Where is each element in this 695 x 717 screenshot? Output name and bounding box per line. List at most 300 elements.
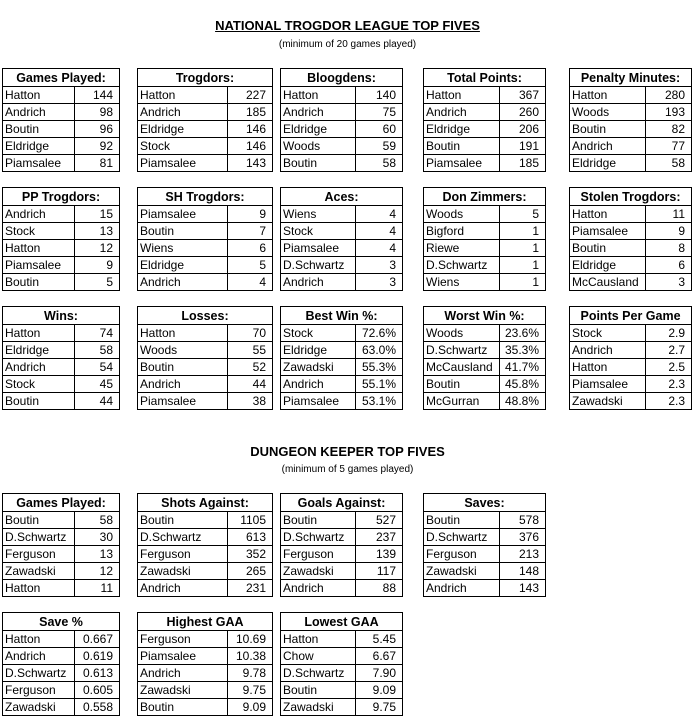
stat-value: 0.558: [75, 699, 120, 716]
dk-title: DUNGEON KEEPER TOP FIVES: [250, 444, 445, 459]
table-row: [3, 631, 120, 648]
table-row: [570, 155, 692, 172]
stat-value: 2.5: [646, 359, 692, 376]
table-row: [281, 325, 403, 342]
table-row: [138, 342, 273, 359]
player-name: Andrich: [424, 104, 500, 121]
player-name: Wiens: [424, 274, 500, 291]
table-row: [138, 682, 273, 699]
stat-value: 52: [228, 359, 273, 376]
table-row: [424, 325, 546, 342]
stat-value: 7: [228, 223, 273, 240]
table-row: [3, 223, 120, 240]
stat-value: 3: [646, 274, 692, 291]
stat-value: 6: [646, 257, 692, 274]
table-row: [424, 546, 546, 563]
player-name: Eldridge: [424, 121, 500, 138]
stat-table: [423, 306, 546, 410]
stat-value: 9.75: [356, 699, 403, 716]
stat-value: 9.75: [228, 682, 273, 699]
player-name: Ferguson: [424, 546, 500, 563]
stat-value: 140: [356, 87, 403, 104]
player-name: Zawadski: [138, 682, 228, 699]
player-name: Hatton: [281, 631, 356, 648]
table-row: [138, 376, 273, 393]
player-name: Zawadski: [138, 563, 228, 580]
player-name: Hatton: [3, 631, 75, 648]
stat-value: 1: [500, 223, 546, 240]
player-name: Piamsalee: [3, 155, 75, 172]
stat-value: 0.613: [75, 665, 120, 682]
stat-table: [423, 493, 546, 597]
stat-value: 45.8%: [500, 376, 546, 393]
stat-value: 10.38: [228, 648, 273, 665]
player-name: Woods: [424, 206, 500, 223]
stat-value: 0.619: [75, 648, 120, 665]
table-row: [281, 546, 403, 563]
player-name: Eldridge: [570, 155, 646, 172]
stat-value: 44: [228, 376, 273, 393]
stat-value: 143: [228, 155, 273, 172]
stat-table: [137, 187, 273, 291]
table-row: [570, 138, 692, 155]
table-row: [424, 223, 546, 240]
stat-value: 58: [75, 342, 120, 359]
stat-value: 9.78: [228, 665, 273, 682]
table-row: [570, 325, 692, 342]
table-row: [138, 393, 273, 410]
player-name: Andrich: [281, 104, 356, 121]
player-name: Boutin: [424, 376, 500, 393]
stat-table: [280, 493, 403, 597]
stat-table-header: Games Played:: [3, 494, 120, 512]
player-name: Hatton: [3, 240, 75, 257]
table-row: [138, 563, 273, 580]
player-name: McCausland: [570, 274, 646, 291]
table-row: [281, 631, 403, 648]
stat-value: 58: [75, 512, 120, 529]
stat-value: 13: [75, 223, 120, 240]
player-name: Zawadski: [570, 393, 646, 410]
stat-value: 213: [500, 546, 546, 563]
table-row: [281, 393, 403, 410]
table-row: [3, 529, 120, 546]
stat-table-header: Stolen Trogdors:: [570, 188, 692, 206]
stat-value: 367: [500, 87, 546, 104]
stat-table: [423, 187, 546, 291]
player-name: Boutin: [3, 393, 75, 410]
stat-table: [569, 187, 692, 291]
player-name: Piamsalee: [424, 155, 500, 172]
table-row: [138, 359, 273, 376]
table-row: [138, 121, 273, 138]
stat-value: 81: [75, 155, 120, 172]
stat-value: 0.605: [75, 682, 120, 699]
table-row: [570, 376, 692, 393]
stat-value: 185: [228, 104, 273, 121]
table-row: [138, 138, 273, 155]
stat-table-header: Total Points:: [424, 69, 546, 87]
player-name: Stock: [138, 138, 228, 155]
stat-table: [2, 187, 120, 291]
player-name: Boutin: [3, 512, 75, 529]
stat-value: 75: [356, 104, 403, 121]
player-name: Andrich: [281, 580, 356, 597]
stat-value: 146: [228, 121, 273, 138]
stat-table: [280, 612, 403, 716]
table-row: [138, 104, 273, 121]
player-name: Eldridge: [138, 121, 228, 138]
player-name: D.Schwartz: [424, 342, 500, 359]
player-name: Stock: [570, 325, 646, 342]
table-row: [570, 87, 692, 104]
table-row: [138, 155, 273, 172]
stat-table: [137, 306, 273, 410]
stat-value: 527: [356, 512, 403, 529]
table-row: [281, 580, 403, 597]
table-row: [3, 648, 120, 665]
dk-note: (minimum of 5 games played): [281, 464, 414, 475]
stat-value: 4: [356, 206, 403, 223]
table-row: [3, 121, 120, 138]
player-name: McCausland: [424, 359, 500, 376]
stat-value: 59: [356, 138, 403, 155]
table-row: [138, 580, 273, 597]
stat-table: [2, 306, 120, 410]
player-name: Andrich: [138, 376, 228, 393]
stat-value: 6: [228, 240, 273, 257]
table-row: [281, 240, 403, 257]
player-name: Zawadski: [3, 699, 75, 716]
player-name: Piamsalee: [281, 240, 356, 257]
player-name: D.Schwartz: [281, 529, 356, 546]
player-name: D.Schwartz: [281, 665, 356, 682]
table-row: [3, 665, 120, 682]
stat-value: 265: [228, 563, 273, 580]
player-name: Piamsalee: [138, 648, 228, 665]
table-row: [281, 223, 403, 240]
player-name: Boutin: [138, 223, 228, 240]
stat-table: [423, 68, 546, 172]
stat-value: 9: [646, 223, 692, 240]
stat-table-header: Bloogdens:: [281, 69, 403, 87]
table-row: [281, 359, 403, 376]
table-row: [3, 512, 120, 529]
stat-table-header: PP Trogdors:: [3, 188, 120, 206]
stat-value: 2.7: [646, 342, 692, 359]
table-row: [281, 104, 403, 121]
stat-value: 98: [75, 104, 120, 121]
stat-value: 1105: [228, 512, 273, 529]
stat-value: 55: [228, 342, 273, 359]
player-name: Boutin: [570, 240, 646, 257]
stat-value: 185: [500, 155, 546, 172]
table-row: [138, 240, 273, 257]
stat-table: [137, 612, 273, 716]
stat-value: 231: [228, 580, 273, 597]
stat-table-header: SH Trogdors:: [138, 188, 273, 206]
stat-table-header: Shots Against:: [138, 494, 273, 512]
player-name: Woods: [281, 138, 356, 155]
player-name: Stock: [3, 376, 75, 393]
stat-value: 11: [75, 580, 120, 597]
stat-value: 2.3: [646, 393, 692, 410]
player-name: Boutin: [281, 682, 356, 699]
table-row: [570, 274, 692, 291]
table-row: [3, 104, 120, 121]
table-row: [3, 342, 120, 359]
table-row: [138, 274, 273, 291]
table-row: [3, 155, 120, 172]
stat-value: 1: [500, 240, 546, 257]
stat-table: [2, 68, 120, 172]
player-name: Eldridge: [3, 138, 75, 155]
stat-value: 13: [75, 546, 120, 563]
player-name: Ferguson: [3, 546, 75, 563]
stat-value: 1: [500, 274, 546, 291]
table-row: [281, 342, 403, 359]
stat-table: [569, 306, 692, 410]
stat-value: 96: [75, 121, 120, 138]
player-name: Andrich: [424, 580, 500, 597]
stat-value: 88: [356, 580, 403, 597]
player-name: Eldridge: [281, 121, 356, 138]
table-row: [570, 393, 692, 410]
player-name: Boutin: [281, 512, 356, 529]
player-name: Hatton: [3, 325, 75, 342]
table-row: [570, 342, 692, 359]
stat-value: 30: [75, 529, 120, 546]
stat-value: 146: [228, 138, 273, 155]
player-name: Andrich: [3, 206, 75, 223]
table-row: [138, 206, 273, 223]
table-row: [3, 563, 120, 580]
stat-value: 4: [356, 240, 403, 257]
table-row: [3, 206, 120, 223]
stat-value: 41.7%: [500, 359, 546, 376]
player-name: Woods: [424, 325, 500, 342]
stat-table-header: Penalty Minutes:: [570, 69, 692, 87]
stat-value: 12: [75, 563, 120, 580]
stat-table-header: Worst Win %:: [424, 307, 546, 325]
table-row: [281, 563, 403, 580]
player-name: Stock: [3, 223, 75, 240]
stat-value: 15: [75, 206, 120, 223]
player-name: Andrich: [281, 274, 356, 291]
table-row: [138, 512, 273, 529]
stat-value: 70: [228, 325, 273, 342]
stat-value: 139: [356, 546, 403, 563]
player-name: D.Schwartz: [281, 257, 356, 274]
table-row: [281, 512, 403, 529]
player-name: D.Schwartz: [424, 529, 500, 546]
player-name: Andrich: [3, 359, 75, 376]
table-row: [424, 104, 546, 121]
player-name: Andrich: [138, 104, 228, 121]
player-name: Woods: [138, 342, 228, 359]
table-row: [424, 121, 546, 138]
table-row: [3, 274, 120, 291]
table-row: [570, 104, 692, 121]
table-row: [424, 563, 546, 580]
player-name: Piamsalee: [138, 155, 228, 172]
stat-value: 613: [228, 529, 273, 546]
stat-table-header: Aces:: [281, 188, 403, 206]
player-name: Hatton: [570, 359, 646, 376]
table-row: [281, 155, 403, 172]
player-name: Piamsalee: [570, 223, 646, 240]
stat-value: 3: [356, 274, 403, 291]
player-name: Andrich: [570, 138, 646, 155]
stat-value: 5: [500, 206, 546, 223]
table-row: [424, 138, 546, 155]
stat-value: 12: [75, 240, 120, 257]
player-name: Stock: [281, 223, 356, 240]
table-row: [570, 121, 692, 138]
stat-value: 60: [356, 121, 403, 138]
table-row: [424, 512, 546, 529]
player-name: Boutin: [138, 699, 228, 716]
table-row: [3, 325, 120, 342]
table-row: [138, 223, 273, 240]
stat-value: 54: [75, 359, 120, 376]
player-name: Andrich: [3, 648, 75, 665]
table-row: [570, 257, 692, 274]
stat-table-header: Losses:: [138, 307, 273, 325]
player-name: Hatton: [3, 87, 75, 104]
player-name: D.Schwartz: [424, 257, 500, 274]
table-row: [138, 257, 273, 274]
stat-value: 2.3: [646, 376, 692, 393]
stat-value: 0.667: [75, 631, 120, 648]
player-name: Piamsalee: [138, 206, 228, 223]
stat-value: 58: [356, 155, 403, 172]
player-name: Hatton: [281, 87, 356, 104]
table-row: [424, 206, 546, 223]
stat-table-header: Don Zimmers:: [424, 188, 546, 206]
player-name: Piamsalee: [3, 257, 75, 274]
stat-table-header: Best Win %:: [281, 307, 403, 325]
stat-table: [280, 68, 403, 172]
player-name: Eldridge: [281, 342, 356, 359]
player-name: Woods: [570, 104, 646, 121]
stat-value: 144: [75, 87, 120, 104]
table-row: [281, 376, 403, 393]
player-name: Stock: [281, 325, 356, 342]
player-name: Zawadski: [281, 359, 356, 376]
player-name: Eldridge: [570, 257, 646, 274]
stat-table-header: Goals Against:: [281, 494, 403, 512]
table-row: [3, 546, 120, 563]
stat-value: 3: [356, 257, 403, 274]
player-name: McGurran: [424, 393, 500, 410]
player-name: Piamsalee: [570, 376, 646, 393]
table-row: [570, 359, 692, 376]
player-name: Hatton: [570, 206, 646, 223]
stat-value: 23.6%: [500, 325, 546, 342]
table-row: [138, 529, 273, 546]
stat-value: 5.45: [356, 631, 403, 648]
table-row: [424, 393, 546, 410]
player-name: Zawadski: [3, 563, 75, 580]
stat-table-header: Trogdors:: [138, 69, 273, 87]
stat-value: 2.9: [646, 325, 692, 342]
player-name: Boutin: [3, 274, 75, 291]
table-row: [424, 342, 546, 359]
table-row: [424, 529, 546, 546]
stat-table: [137, 68, 273, 172]
player-name: Andrich: [3, 104, 75, 121]
table-row: [570, 240, 692, 257]
stat-value: 260: [500, 104, 546, 121]
stat-value: 44: [75, 393, 120, 410]
ntl-title: NATIONAL TROGDOR LEAGUE TOP FIVES: [215, 18, 480, 33]
stat-value: 4: [356, 223, 403, 240]
player-name: Zawadski: [281, 699, 356, 716]
table-row: [281, 121, 403, 138]
player-name: Bigford: [424, 223, 500, 240]
table-row: [138, 648, 273, 665]
player-name: Eldridge: [138, 257, 228, 274]
table-row: [138, 87, 273, 104]
stat-value: 55.3%: [356, 359, 403, 376]
stat-value: 77: [646, 138, 692, 155]
table-row: [281, 87, 403, 104]
table-row: [424, 580, 546, 597]
player-name: Boutin: [3, 121, 75, 138]
player-name: Boutin: [424, 138, 500, 155]
table-row: [138, 325, 273, 342]
stat-value: 148: [500, 563, 546, 580]
table-row: [138, 665, 273, 682]
player-name: Hatton: [138, 87, 228, 104]
player-name: Zawadski: [281, 563, 356, 580]
player-name: Boutin: [138, 512, 228, 529]
player-name: Ferguson: [281, 546, 356, 563]
table-row: [424, 274, 546, 291]
stat-value: 191: [500, 138, 546, 155]
table-row: [281, 648, 403, 665]
stat-value: 74: [75, 325, 120, 342]
stat-value: 9.09: [356, 682, 403, 699]
table-row: [3, 240, 120, 257]
table-row: [138, 546, 273, 563]
player-name: Hatton: [3, 580, 75, 597]
stat-value: 6.67: [356, 648, 403, 665]
player-name: Piamsalee: [281, 393, 356, 410]
table-row: [281, 206, 403, 223]
stat-table-header: Lowest GAA: [281, 613, 403, 631]
table-row: [424, 155, 546, 172]
player-name: Andrich: [138, 665, 228, 682]
stat-value: 7.90: [356, 665, 403, 682]
stat-value: 45: [75, 376, 120, 393]
stat-table-header: Highest GAA: [138, 613, 273, 631]
player-name: Riewe: [424, 240, 500, 257]
stat-value: 11: [646, 206, 692, 223]
player-name: Eldridge: [3, 342, 75, 359]
stat-value: 1: [500, 257, 546, 274]
stat-value: 72.6%: [356, 325, 403, 342]
table-row: [138, 631, 273, 648]
table-row: [424, 376, 546, 393]
stat-table: [2, 493, 120, 597]
table-row: [424, 87, 546, 104]
stat-value: 237: [356, 529, 403, 546]
table-row: [281, 138, 403, 155]
stat-table: [280, 306, 403, 410]
stat-value: 143: [500, 580, 546, 597]
